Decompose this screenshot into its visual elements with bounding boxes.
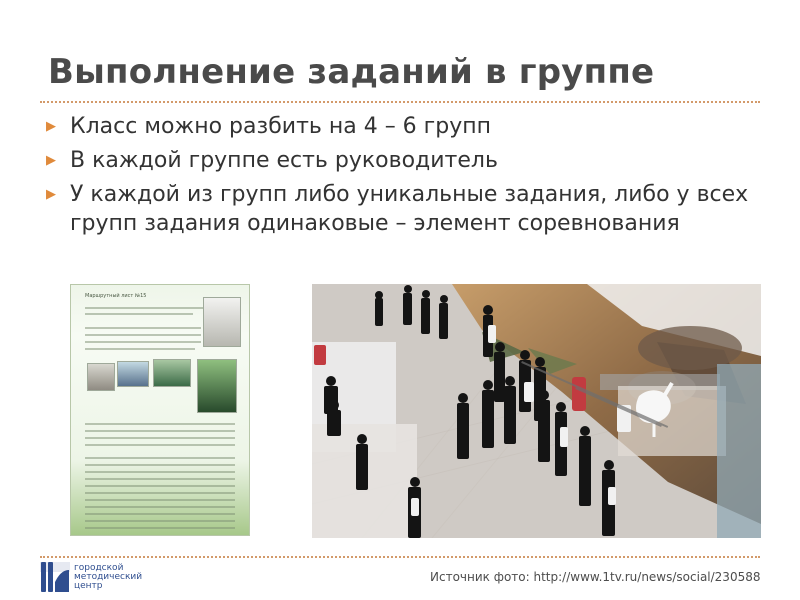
document-thumbnail [70, 284, 250, 536]
title-divider [40, 101, 760, 103]
logo [40, 562, 165, 596]
document-text-line [85, 485, 235, 487]
document-text-line [85, 506, 235, 508]
document-text-line [85, 348, 195, 350]
document-text-line [85, 527, 235, 529]
document-text-line [85, 334, 201, 336]
logo-line: городской [74, 563, 124, 573]
city-method-center-logo-icon [40, 562, 70, 592]
museum-group-photo [312, 284, 761, 538]
document-text-line [85, 492, 235, 494]
document-text-line [85, 313, 193, 315]
logo-line: методический [74, 572, 143, 582]
document-text-line [85, 437, 235, 439]
document-plant-photo [197, 359, 237, 413]
museum-group-photo-icon [312, 284, 761, 538]
list-item [44, 180, 764, 238]
list-item [44, 112, 764, 142]
bullet-marker-icon: ▶ [46, 119, 56, 134]
document-text-line [85, 464, 235, 466]
document-text-line [85, 307, 205, 309]
document-text-line [85, 513, 235, 515]
bullet-list [44, 112, 764, 242]
document-fish-photo [117, 361, 149, 387]
document-text-line [85, 430, 235, 432]
document-text-line [85, 341, 201, 343]
logo-text [74, 564, 164, 591]
logo-line: центр [74, 581, 103, 591]
bullet-text: В каждой группе есть руководитель [70, 148, 498, 173]
list-item [44, 146, 764, 176]
document-text-line [85, 423, 235, 425]
document-portrait-icon [203, 297, 241, 347]
document-text-line [85, 327, 201, 329]
document-text-line [85, 499, 235, 501]
photo-source: Источник фото: http://www.1tv.ru/news/social/230588 [430, 570, 761, 584]
bullet-text: Класс можно разбить на 4 – 6 групп [70, 114, 491, 139]
document-ruins-photo [87, 363, 115, 391]
document-text-line [85, 457, 235, 459]
footer-divider [40, 556, 760, 558]
page-title: Выполнение заданий в группе [48, 52, 655, 92]
document-text-line [85, 444, 235, 446]
bullet-text: У каждой из групп либо уникальные задания, либо у всех групп задания одинаковые – элемент соревнования [70, 182, 749, 236]
document-text-line [85, 520, 235, 522]
document-text-line [85, 471, 235, 473]
document-text-line [85, 478, 235, 480]
document-bird-photo [153, 359, 191, 387]
bullet-marker-icon: ▶ [46, 153, 56, 168]
bullet-marker-icon: ▶ [46, 187, 56, 202]
document-heading: Маршрутный лист №15 [85, 293, 147, 299]
